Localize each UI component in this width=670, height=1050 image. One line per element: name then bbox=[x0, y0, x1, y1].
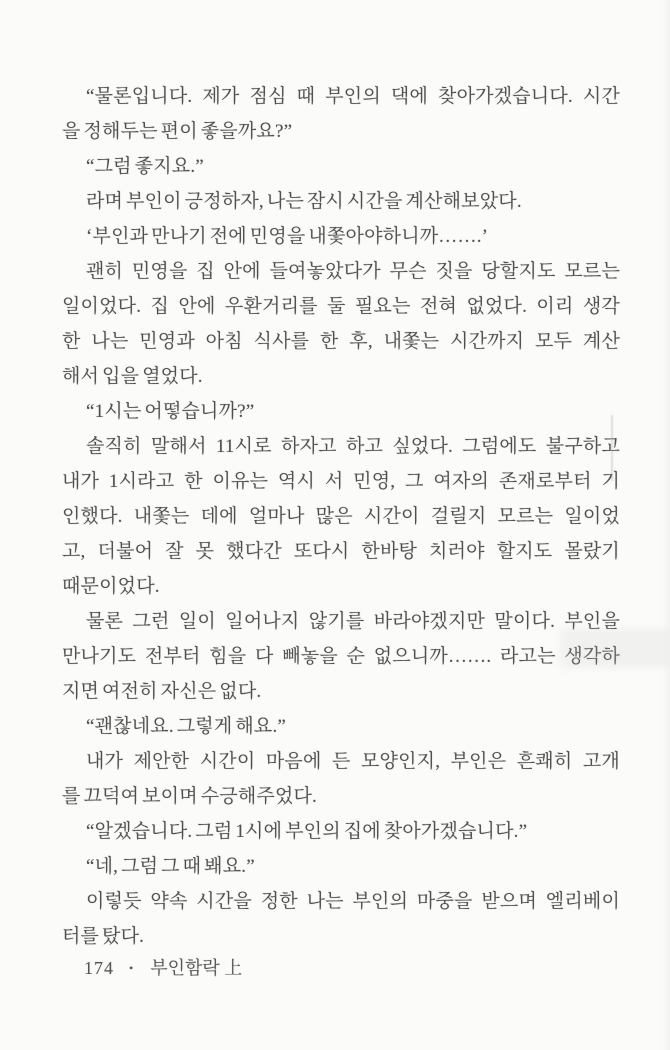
scan-edge-shadow bbox=[662, 0, 670, 1050]
text-line: 솔직히 말해서 11시로 하자고 하고 싶었다. 그럼에도 불구하고 bbox=[86, 436, 620, 457]
text-line: 한 나는 민영과 아침 식사를 한 후, 내쫓는 시간까지 모두 계산 bbox=[62, 331, 620, 352]
text-line: 지면 여전히 자신은 없다. bbox=[62, 681, 262, 702]
text-line: 라며 부인이 긍정하자, 나는 잠시 시간을 계산해보았다. bbox=[86, 191, 522, 212]
scan-artifact bbox=[611, 415, 613, 481]
text-line: “알겠습니다. 그럼 1시에 부인의 집에 찾아가겠습니다.” bbox=[86, 821, 528, 842]
text-line: 만나기도 전부터 힘을 다 빼놓을 순 없으니까……. 라고는 생각하 bbox=[62, 646, 620, 667]
text-line: 인했다. 내쫓는 데에 얼마나 많은 시간이 걸릴지 모르는 일이었 bbox=[62, 506, 620, 527]
scan-artifact bbox=[560, 628, 670, 668]
text-line: 물론 그런 일이 일어나지 않기를 바라야겠지만 말이다. 부인을 bbox=[86, 611, 620, 632]
footer-bullet-icon: • bbox=[129, 961, 134, 975]
text-line: 을 정해두는 편이 좋을까요?” bbox=[62, 121, 293, 142]
text-line: 내가 1시라고 한 이유는 역시 서 민영, 그 여자의 존재로부터 기 bbox=[62, 471, 620, 492]
text-line: “네, 그럼 그 때 봬요.” bbox=[86, 856, 255, 877]
page-footer bbox=[62, 953, 642, 983]
text-line: 터를 탔다. bbox=[62, 926, 145, 947]
text-line: 일이었다. 집 안에 우환거리를 둘 필요는 전혀 없었다. 이리 생각 bbox=[62, 296, 620, 317]
body-text bbox=[62, 79, 620, 954]
text-line: 때문이었다. bbox=[62, 576, 160, 597]
text-line: 괜히 민영을 집 안에 들여놓았다가 무슨 짓을 당할지도 모르는 bbox=[86, 261, 620, 282]
text-line: 를 끄덕여 보이며 수긍해주었다. bbox=[62, 786, 318, 807]
text-line: “괜찮네요. 그렇게 해요.” bbox=[86, 716, 287, 737]
text-line: 내가 제안한 시간이 마음에 든 모양인지, 부인은 흔쾌히 고개 bbox=[86, 751, 620, 772]
text-line: 고, 더불어 잘 못 했다간 또다시 한바탕 치러야 할지도 몰랐기 bbox=[62, 541, 620, 562]
text-line: 이렇듯 약속 시간을 정한 나는 부인의 마중을 받으며 엘리베이 bbox=[86, 891, 620, 912]
text-line: ‘부인과 만나기 전에 민영을 내쫓아야하니까…….’ bbox=[86, 226, 489, 247]
text-line: 해서 입을 열었다. bbox=[62, 366, 203, 387]
book-title: 부인함락 上 bbox=[150, 958, 243, 978]
text-line: “그럼 좋지요.” bbox=[86, 156, 204, 177]
text-line: “1시는 어떻습니까?” bbox=[86, 401, 255, 422]
page-number: 174 bbox=[84, 958, 114, 978]
text-line: “물론입니다. 제가 점심 때 부인의 댁에 찾아가겠습니다. 시간 bbox=[86, 86, 620, 107]
